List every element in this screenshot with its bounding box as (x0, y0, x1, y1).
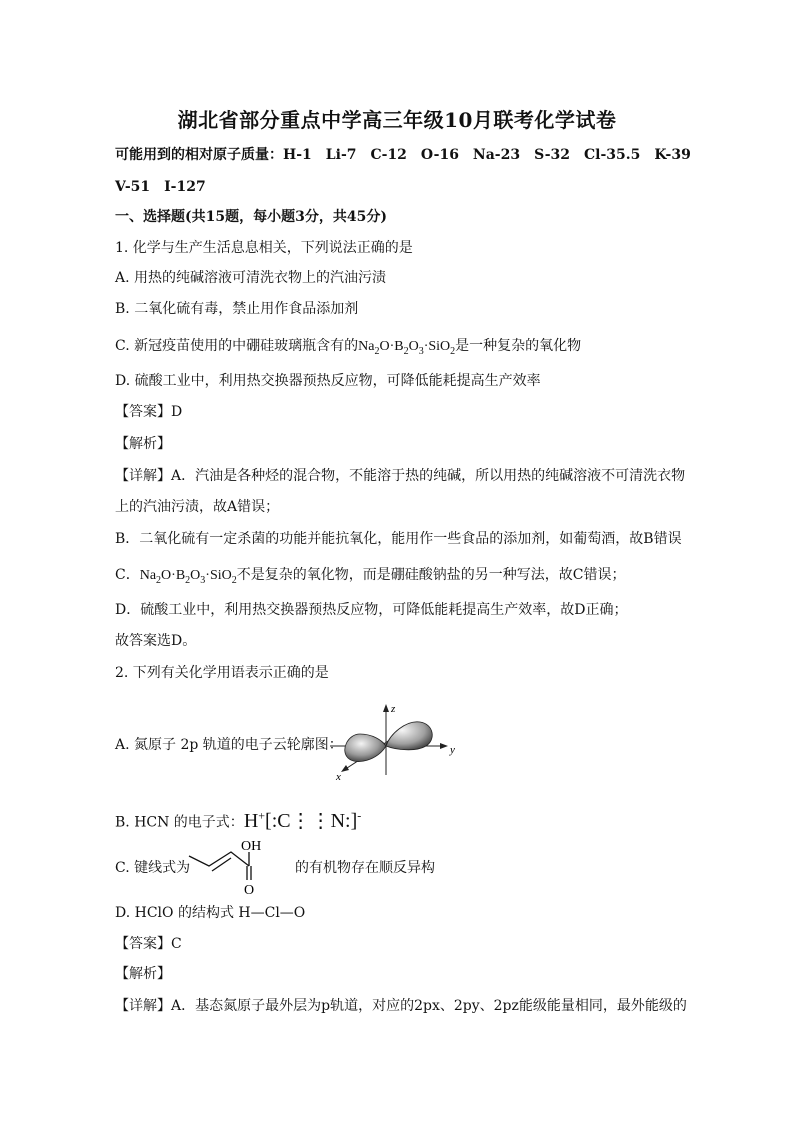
q2-analysis-label: 【解析】 (115, 966, 171, 982)
carbon-chain (189, 852, 249, 866)
q2-stem: 2. 下列有关化学用语表示正确的是 (115, 665, 329, 681)
q1-detail-c (115, 565, 625, 591)
y-axis-arrow (440, 743, 448, 749)
q1-option-a: A. 用热的纯碱溶液可清洗衣物上的汽油污渍 (115, 270, 387, 286)
q1-detail-b: B．二氧化硫有一定杀菌的功能并能抗氧化，能用作一些食品的添加剂，如葡萄酒，故B错误 (115, 531, 682, 547)
exam-title: 湖北省部分重点中学高三年级10月联考化学试卷 (177, 108, 617, 132)
oh-label: OH (241, 839, 262, 854)
formula-part: ·SiO (423, 339, 451, 354)
q2-answer: 【答案】C (115, 936, 182, 952)
q1-answer: 【答案】D (115, 404, 183, 420)
orbital-lobe-right (386, 722, 432, 750)
hcn-minus: - (357, 808, 362, 822)
q1-option-c-post: 是一种复杂的氧化物 (455, 338, 582, 354)
q1-option-b: B. 二氧化硫有毒，禁止用作食品添加剂 (115, 301, 359, 317)
atomic-masses-line2: V-51 I-127 (115, 179, 206, 195)
formula-sub: 3 (200, 574, 206, 586)
orbital-lobe-left (345, 734, 386, 762)
formula-part: Na (139, 568, 157, 583)
z-axis-arrow (383, 704, 389, 712)
q1-detail-a2: 上的汽油污渍，故A错误； (115, 499, 280, 515)
q2-option-c-post: 的有机物存在顺反异构 (295, 860, 435, 876)
axis-label-x: x (336, 771, 341, 782)
formula-sub: 3 (418, 345, 424, 357)
formula-sub: 2 (450, 345, 456, 357)
formula-sub: 2 (374, 345, 380, 357)
q2-detail-a: 【详解】A．基态氮原子最外层为p轨道，对应的2px、2py、2pz能级能量相同，最外能级的 (115, 998, 687, 1014)
atomic-masses-line1: 可能用到的相对原子质量：H-1 Li-7 C-12 O-16 Na-23 S-32 Cl-35.5 K-39 (115, 147, 691, 163)
q1-detail-d: D．硫酸工业中，利用热交换器预热反应物，可降低能耗提高生产效率，故D正确； (115, 602, 628, 618)
q2-option-d: D. HClO 的结构式 H—Cl—O (115, 905, 306, 921)
sodium-borosilicate-formula (358, 339, 456, 357)
q1-detail-c-post: 不是复杂的氧化物，而是硼硅酸钠盐的另一种写法，故C错误； (236, 567, 626, 583)
axis-label-z: z (391, 703, 396, 715)
formula-sub: 2 (403, 345, 409, 357)
formula-part: O (190, 568, 201, 583)
p-orbital-diagram (330, 700, 460, 782)
q1-detail-c-pre: C． (115, 567, 140, 583)
q2-option-c-pre: C. 键线式为 (115, 860, 191, 876)
q1-option-c-pre: C. 新冠疫苗使用的中硼硅玻璃瓶含有的 (115, 338, 359, 354)
q2-option-a: A. 氮原子 2p 轨道的电子云轮廓图： (115, 737, 343, 753)
formula-part: Na (358, 339, 375, 354)
hcn-body: [:C⋮⋮N:] (265, 809, 358, 832)
x-axis-arrow (341, 765, 349, 772)
q1-analysis-label: 【解析】 (115, 436, 171, 452)
double-bond-line (212, 858, 231, 871)
formula-part: O·B (379, 339, 404, 354)
axis-label-y: y (450, 744, 455, 756)
o-label: O (244, 883, 255, 896)
formula-part: ·SiO (205, 568, 232, 583)
q2-option-b-pre: B. HCN 的电子式： (115, 814, 244, 831)
hcn-electron-formula (244, 810, 361, 832)
q1-option-d: D. 硫酸工业中，利用热交换器预热反应物，可降低能耗提高生产效率 (115, 373, 541, 389)
formula-sub: 2 (231, 574, 237, 586)
q1-option-c (115, 336, 581, 362)
q2-option-b (115, 805, 361, 833)
formula-sub: 2 (185, 574, 191, 586)
formula-sub: 2 (156, 574, 162, 586)
skeletal-formula (187, 838, 293, 896)
section-heading: 一、选择题(共15题，每小题3分，共45分) (115, 209, 387, 225)
sodium-borosilicate-formula (139, 568, 237, 586)
q1-conclusion: 故答案选D。 (115, 633, 197, 649)
hcn-plus: + (258, 808, 266, 822)
formula-part: O·B (161, 568, 186, 583)
hcn-h: H (243, 809, 259, 832)
q1-detail-a1: 【详解】A．汽油是各种烃的混合物，不能溶于热的纯碱，所以用热的纯碱溶液不可清洗衣物 (115, 468, 686, 484)
formula-part: O (408, 339, 419, 354)
q1-stem: 1. 化学与生产生活息息相关，下列说法正确的是 (115, 240, 413, 256)
